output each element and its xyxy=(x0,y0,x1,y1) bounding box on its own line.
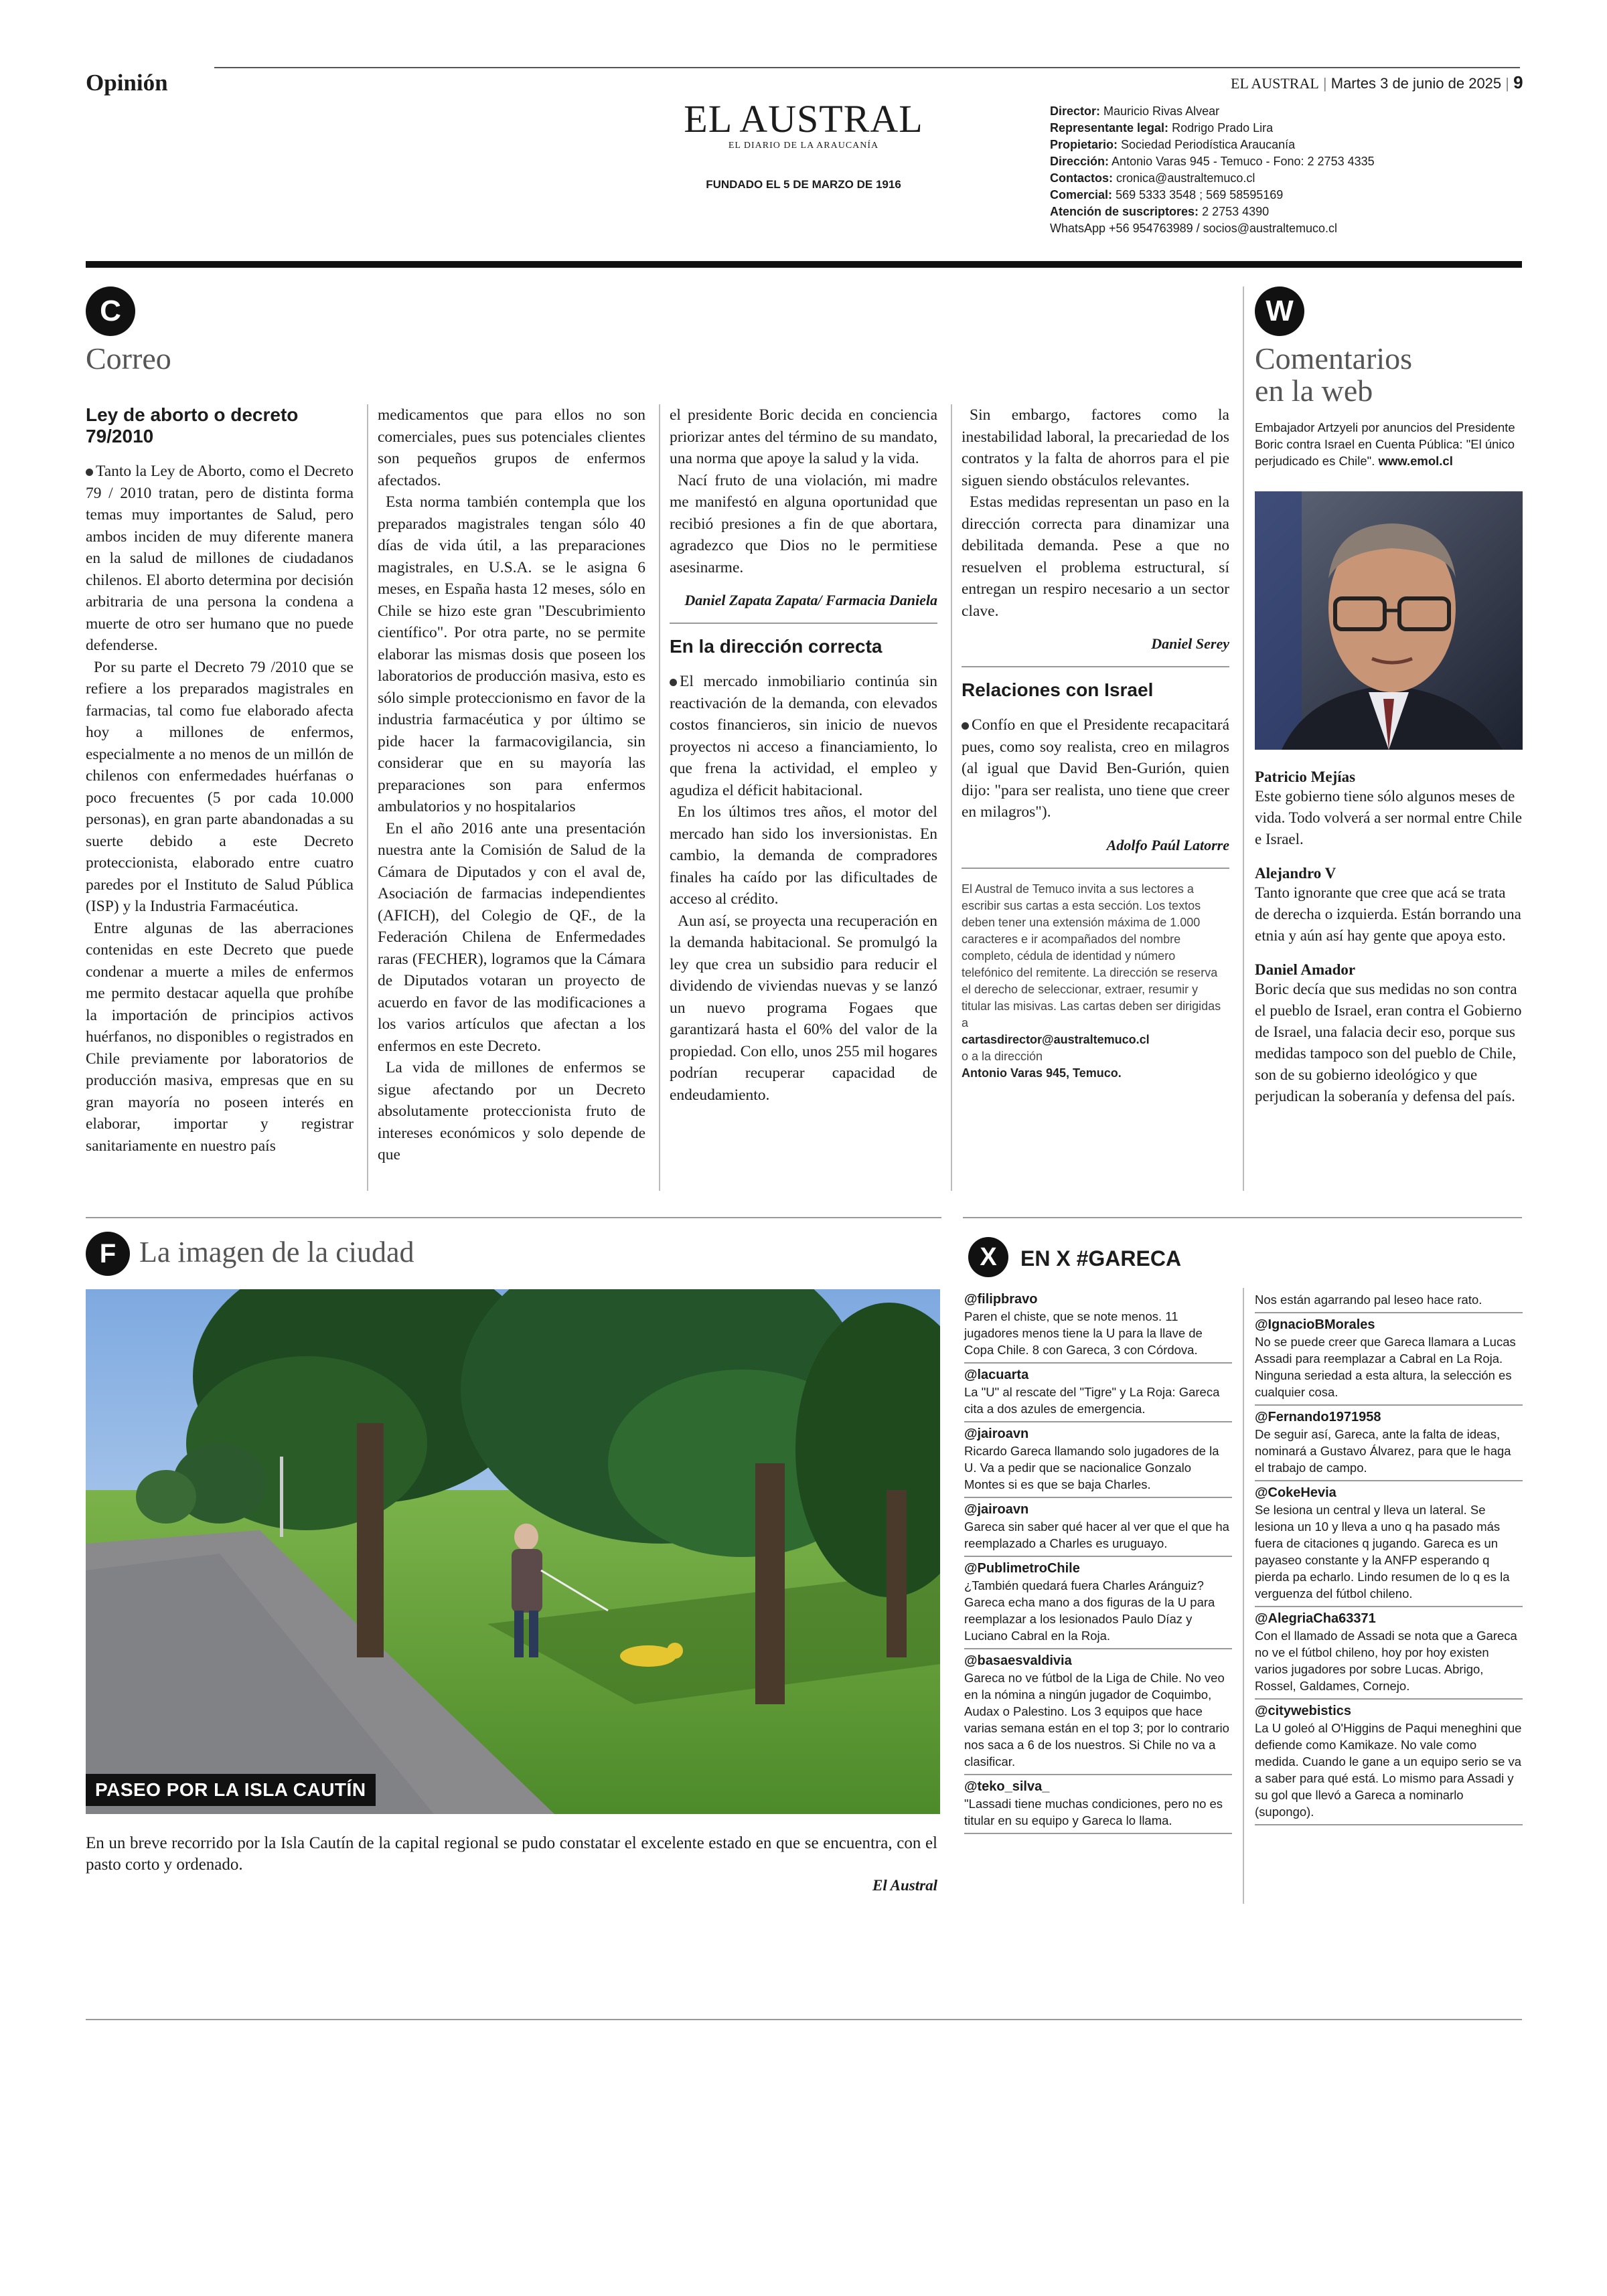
section-rule xyxy=(86,1217,941,1218)
article-paragraph: Tanto la Ley de Aborto, como el Decreto 79 / 2010 tratan, pero de distinta forma temas muy importantes de Salud, pero ambos inciden de muy diferente manera en la salud de millones de ciudadanos chilenos. El aborto determina por decisión arbitraria de una persona la condena a muerte de otro ser humano que no puede defenderse. xyxy=(86,463,354,654)
tweet-text: Con el llamado de Assadi se nota que a Gareca no ve el fútbol chileno, hoy por hoy existen varios jugadores por sobre Lucas. Abrigo, Rossel, Galdames, Cornejo. xyxy=(1255,1629,1517,1693)
comment-text: Boric decía que sus medidas no son contra el pueblo de Israel, eran contra el Gobierno de Israel, una falacia decir eso, porque sus medidas tampoco son del pueblo de Chile, son de su gobierno ideológico y que perjudican la soberanía y defensa del país. xyxy=(1255,981,1522,1104)
imagen-badge: F xyxy=(86,1232,130,1276)
masthead-info-label: Propietario: xyxy=(1050,138,1118,151)
article-paragraph: Sin embargo, factores como la inestabilidad laboral, la precariedad de los contratos y la falta de ahorros para el pie siguen siendo obstáculos relevantes. xyxy=(962,406,1229,489)
header-rule xyxy=(214,67,1520,68)
article-paragraph: Aun así, se proyecta una recuperación en la demanda habitacional. Se promulgó la ley que crea un subsidio para reducir el dividendo de viviendas nuevas y se lanzó un nuevo programa Fogaes que garantizará hasta el 60% del valor de la propiedad. Con ello, unos 255 mil hogares podrían recuperar capacidad de endeudamiento. xyxy=(670,912,937,1104)
tweet-handle[interactable]: @basaesvaldivia xyxy=(964,1653,1072,1668)
correo-title: Correo xyxy=(86,341,171,376)
portrait-illustration xyxy=(1255,491,1523,750)
bullet-icon xyxy=(670,679,677,686)
tweet-handle[interactable]: @jairoavn xyxy=(964,1502,1029,1517)
founded-line: FUNDADO EL 5 DE MARZO DE 1916 xyxy=(706,178,901,191)
notice-address: Antonio Varas 945, Temuco. xyxy=(962,1066,1122,1080)
masthead-info-row xyxy=(1050,220,1375,237)
tweet xyxy=(964,1422,1232,1498)
comment-text: Este gobierno tiene sólo algunos meses de vida. Todo volverá a ser normal entre Chile e Israel. xyxy=(1255,788,1523,847)
date: Martes 3 de junio de 2025 xyxy=(1330,75,1502,92)
article-paragraph: El mercado inmobiliario continúa sin reactivación de la demanda, con elevados costos financieros, sin inicio de nuevos proyectos ni acceso a financiamiento, lo que frena la actividad, el empleo y agudiza el déficit habitacional. xyxy=(670,673,937,799)
column-divider xyxy=(1243,286,1244,1191)
park-illustration xyxy=(86,1289,940,1814)
article-title: Relaciones con Israel xyxy=(962,679,1154,700)
article-title: Ley de aborto o decreto 79/2010 xyxy=(86,404,299,446)
tweet-handle[interactable]: @IgnacioBMorales xyxy=(1255,1317,1375,1332)
date-line: EL AUSTRAL | Martes 3 de junio de 2025 | 9 xyxy=(1231,72,1523,92)
column-divider xyxy=(367,404,368,1191)
article-paragraph: Estas medidas representan un paso en la dirección correcta para dinamizar una debilitada demanda. Pese a que no resuelven el problema estructural, sí entregan un respiro necesario a un sector clave. xyxy=(962,493,1229,620)
paper-name: EL AUSTRAL xyxy=(1231,75,1319,92)
masthead-info-label: Contactos: xyxy=(1050,171,1113,185)
column-divider xyxy=(1243,1288,1244,1904)
tweet-text: "Lassadi tiene muchas condiciones, pero no es titular en su equipo y Gareca lo llama. xyxy=(964,1797,1223,1827)
x-badge: X xyxy=(968,1237,1008,1277)
tweet-continuation: Nos están agarrando pal leseo hace rato. xyxy=(1255,1288,1523,1313)
masthead-info-value: 569 5333 3548 ; 569 58595169 xyxy=(1116,188,1284,201)
portrait-photo xyxy=(1255,491,1523,750)
logo-subtitle: EL DIARIO DE LA ARAUCANÍA xyxy=(728,141,879,151)
comment-author: Alejandro V xyxy=(1255,865,1336,882)
article-paragraph: el presidente Boric decida en conciencia priorizar antes del término de su mandato, una norma que apoye la salud y la vida. xyxy=(670,406,937,467)
tweet xyxy=(1255,1607,1523,1700)
letters-notice xyxy=(962,881,1229,1082)
tweet xyxy=(1255,1700,1523,1825)
article-paragraph: Nací fruto de una violación, mi madre me manifestó en alguna oportunidad que recibió presiones a fin de que abortara, agradezco que Dios no le permitiese asesinarme. xyxy=(670,471,937,576)
article-separator xyxy=(962,868,1229,869)
masthead-info-value: Mauricio Rivas Alvear xyxy=(1103,104,1220,118)
tweet-text: No se puede creer que Gareca llamara a Lucas Assadi para reemplazar a Cabral en La Roja. Ninguna seriedad a esta altura, la selección es cualquier cosa. xyxy=(1255,1335,1516,1399)
correo-column-4 xyxy=(962,404,1229,1082)
tweet xyxy=(964,1498,1232,1557)
tweet-handle[interactable]: @AlegriaCha63371 xyxy=(1255,1611,1376,1626)
tweet xyxy=(1255,1481,1523,1607)
tweet-text: La U goleó al O'Higgins de Paqui meneghini que defiende como Kamikaze. No vale como medida. Cuando le gane a un equipo serio se va a saber para qué está. Lo mismo para Assadi y su gol que llevó a Gareca a nominarlo (supongo). xyxy=(1255,1721,1522,1819)
web-intro xyxy=(1255,419,1523,469)
web-title-line1: Comentarios xyxy=(1255,341,1413,376)
web-badge: W xyxy=(1255,286,1304,336)
logo-text: EL AUSTRAL xyxy=(684,97,923,141)
article-title: En la dirección correcta xyxy=(670,636,883,657)
masthead-info-row xyxy=(1050,187,1375,203)
tweet-text: De seguir así, Gareca, ante la falta de ideas, nominará a Gustavo Álvarez, para que le haga el trabajo de campo. xyxy=(1255,1427,1511,1475)
article-paragraph: Entre algunas de las aberraciones contenidas en este Decreto que puede condenar a muerte a miles de enfermos me permito destacar aquella que prohíbe la importación de principios activos huérfanos, no disponibles o registrados en Chile previamente por laboratorios de producción masiva, empresas que en su gran mayoría no poseen interés en elaborar, importar y registrar sanitariamente en nuestro país xyxy=(86,919,354,1155)
masthead-info-value: Antonio Varas 945 - Temuco - Fono: 2 2753 4335 xyxy=(1112,155,1375,168)
page-number: 9 xyxy=(1513,72,1523,92)
article-paragraph: Esta norma también contempla que los preparados magistrales tengan sólo 40 días de vida útil, a las preparaciones magistrales, en U.S.A. se le asigna 6 meses, en España hasta 12 meses, sólo en Chile se hizo este gran "Descubrimiento científico". Por otra parte, no se permite elaborar las mismas dosis que poseen los laboratorios de producción masiva, esto es sólo simple proteccionismo en favor de la industria farmacéutica y por último se pide hacer la farmacovigilancia, sin considerar que en su mayoría las preparaciones son para enfermos ambulatorios y no hospitalarios xyxy=(378,493,645,815)
tweet xyxy=(964,1557,1232,1649)
tweets-column-2 xyxy=(1255,1288,1523,1825)
tweet-handle[interactable]: @PublimetroChile xyxy=(964,1561,1080,1576)
article-paragraph: La vida de millones de enfermos se sigue afectando por un Decreto absolutamente proteccionista fruto de intereses económicos y solo depende de que xyxy=(378,1059,645,1163)
article-paragraph: Por su parte el Decreto 79 /2010 que se refiere a los preparados magistrales en farmacias, tal como fue elaborado afecta hoy a millones de enfermos, especialmente a no menos de un millón de chilenos con enfermedades huérfanas o poco frecuentes (5 por cada 10.000 personas), en gran parte abandonadas a su suerte debido a este Decreto proteccionista, elaborado entre cuatro paredes por el Instituto de Salud Pública (ISP) y la Industria Farmacéutica. xyxy=(86,658,354,915)
article-paragraph: En los últimos tres años, el motor del mercado han sido los inversionistas. En cambio, la demanda de compradores finales ha caído por las dificultades de acceso al crédito. xyxy=(670,803,937,908)
section-label: Opinión xyxy=(86,70,168,96)
article-paragraph: En el año 2016 ante una presentación nuestra ante la Comisión de Salud de la Cámara de Diputados y con el aval de, Asociación de farmacias independientes (AFICH), del Colegio de QF., de la Federación Chilena de Enfermedades raras (FECHER), logramos que la Cámara de Diputados votaran un proyecto de acuerdo en favor de las modificaciones a los varios artículos que afectan a los enfermos en este Decreto. xyxy=(378,819,645,1055)
masthead-info-label: Comercial: xyxy=(1050,188,1113,201)
masthead-info-value: cronica@australtemuco.cl xyxy=(1116,171,1255,185)
tweet-handle[interactable]: @lacuarta xyxy=(964,1368,1029,1382)
correo-column-1 xyxy=(86,404,354,1157)
bullet-icon xyxy=(86,469,93,476)
tweet-text: Gareca sin saber qué hacer al ver que el que ha reemplazado a Charles es uruguayo. xyxy=(964,1520,1229,1550)
tweet-text: Gareca no ve fútbol de la Liga de Chile. No veo en la nómina a ningún jugador de Coquimbo, Audax o Palestino. Los 3 equipos que hace varias semana están en el top 3; por lo contrario nos saca a 6 de los nuestros. Si Chile no va a clasificar. xyxy=(964,1671,1229,1769)
notice-text: El Austral de Temuco invita a sus lectores a escribir sus cartas a esta sección. Los textos deben tener una extensión máxima de 1.000 caracteres e ir acompañados del nombre completo, cédula de identidad y número telefónico del remitente. La dirección se reserva el derecho de seleccionar, extraer, resumir y titular las misivas. Las cartas deben ser dirigidas a xyxy=(962,882,1221,1030)
section-rule xyxy=(963,1217,1522,1218)
city-photo xyxy=(86,1289,940,1814)
masthead-info-row xyxy=(1050,203,1375,220)
logo xyxy=(676,99,931,151)
tweet-text: ¿También quedará fuera Charles Aránguiz? Gareca echa mano a dos figuras de la U para reemplazar a los lesionados Paulo Díaz y Luciano Cabral en la Roja. xyxy=(964,1578,1215,1643)
web-intro-text: Embajador Artzyeli por anuncios del Presidente Boric contra Israel en Cuenta Pública: "El único perjudicado es Chile". xyxy=(1255,420,1515,468)
comment-text: Tanto ignorante que cree que acá se trata de derecha o izquierda. Están borrando una etnia y aún así hay gente que apoya esto. xyxy=(1255,884,1521,944)
masthead-info-value: Sociedad Periodística Araucanía xyxy=(1121,138,1296,151)
correo-column-2 xyxy=(378,404,645,1166)
masthead-info-row xyxy=(1050,120,1375,137)
tweet-handle[interactable]: @jairoavn xyxy=(964,1426,1029,1441)
masthead-info-row xyxy=(1050,170,1375,187)
article-paragraph: medicamentos que para ellos no son comerciales, pues sus potenciales clientes son pequeños grupos de enfermos afectados. xyxy=(378,406,645,489)
tweet xyxy=(964,1775,1232,1834)
photo-caption: PASEO POR LA ISLA CAUTÍN xyxy=(86,1774,376,1806)
masthead-info-label: Representante legal: xyxy=(1050,121,1169,135)
article-separator xyxy=(962,666,1229,667)
article-signature: Adolfo Paúl Latorre xyxy=(1106,836,1229,853)
web-title xyxy=(1255,343,1412,408)
web-source-link[interactable]: www.emol.cl xyxy=(1378,454,1453,468)
masthead-info-row xyxy=(1050,103,1375,120)
tweet-handle[interactable]: @citywebistics xyxy=(1255,1704,1352,1718)
notice-or: o a la dirección xyxy=(962,1049,1043,1063)
tweet-handle[interactable]: @Fernando1971958 xyxy=(1255,1410,1381,1424)
article-paragraph: Confío en que el Presidente recapacitará pues, como soy realista, creo en milagros (al igual que David Ben-Gurión, quien dijo: "para ser realista, uno tiene que creer en milagros"). xyxy=(962,716,1229,821)
tweet-text: Se lesiona un central y lleva un lateral. Se lesiona un 10 y lleva a uno q ha pasado más fuera de citaciones q jugando. Gareca es un payaseo constante y la ANFP esperando q pierda pa echarlo. Lindo resumen de lo q es la verguenza del fútbol chileno. xyxy=(1255,1503,1510,1601)
tweet-text: La "U" al rescate del "Tigre" y La Roja: Gareca cita a dos azules de emergencia. xyxy=(964,1385,1220,1416)
masthead-info-value: Rodrigo Prado Lira xyxy=(1172,121,1274,135)
comment-author: Patricio Mejías xyxy=(1255,768,1356,785)
web-title-line2: en la web xyxy=(1255,374,1373,408)
tweet xyxy=(1255,1406,1523,1481)
x-title: EN X #GARECA xyxy=(1020,1246,1182,1270)
comment-author: Daniel Amador xyxy=(1255,961,1356,978)
footer-rule xyxy=(86,2019,1522,2020)
masthead-info-value: 2 2753 4390 xyxy=(1202,205,1270,218)
masthead-info-label: Atención de suscriptores: xyxy=(1050,205,1199,218)
correo-badge: C xyxy=(86,286,135,336)
masthead-rule xyxy=(86,261,1522,268)
column-divider xyxy=(659,404,660,1191)
article-signature: Daniel Zapata Zapata/ Farmacia Daniela xyxy=(684,592,937,608)
article-signature: Daniel Serey xyxy=(1151,635,1229,652)
masthead-info-value: WhatsApp +56 954763989 / socios@australtemuco.cl xyxy=(1050,222,1338,235)
article-separator xyxy=(670,623,937,624)
web-comments xyxy=(1255,754,1523,1107)
tweet-text: Paren el chiste, que se note menos. 11 jugadores menos tiene la U para la llave de Copa Chile. 8 con Gareca, 3 con Córdova. xyxy=(964,1309,1203,1357)
correo-column-3 xyxy=(670,404,937,1106)
masthead-info-label: Director: xyxy=(1050,104,1101,118)
masthead-info-row xyxy=(1050,137,1375,153)
tweet xyxy=(964,1649,1232,1775)
column-divider xyxy=(951,404,952,1191)
tweet xyxy=(964,1364,1232,1422)
notice-email[interactable]: cartasdirector@australtemuco.cl xyxy=(962,1032,1150,1046)
tweet xyxy=(964,1288,1232,1364)
imagen-title: La imagen de la ciudad xyxy=(139,1236,414,1268)
masthead-info xyxy=(1050,103,1375,237)
masthead-info-label: Dirección: xyxy=(1050,155,1109,168)
masthead-info-row xyxy=(1050,153,1375,170)
tweet xyxy=(1255,1313,1523,1406)
tweet-text: Ricardo Gareca llamando solo jugadores de la U. Va a pedir que se nacionalice Gonzalo Montes si es que se baja Charles. xyxy=(964,1444,1219,1491)
tweet-handle[interactable]: @teko_silva_ xyxy=(964,1779,1050,1794)
imagen-credit: El Austral xyxy=(872,1877,937,1894)
imagen-text: En un breve recorrido por la Isla Cautín de la capital regional se pudo constatar el excelente estado en que se encuentra, con el pasto corto y ordenado. xyxy=(86,1834,937,1874)
tweets-column-1 xyxy=(964,1288,1232,1834)
tweet-handle[interactable]: @CokeHevia xyxy=(1255,1485,1336,1500)
tweet-handle[interactable]: @filipbravo xyxy=(964,1292,1038,1307)
bullet-icon xyxy=(962,722,969,730)
